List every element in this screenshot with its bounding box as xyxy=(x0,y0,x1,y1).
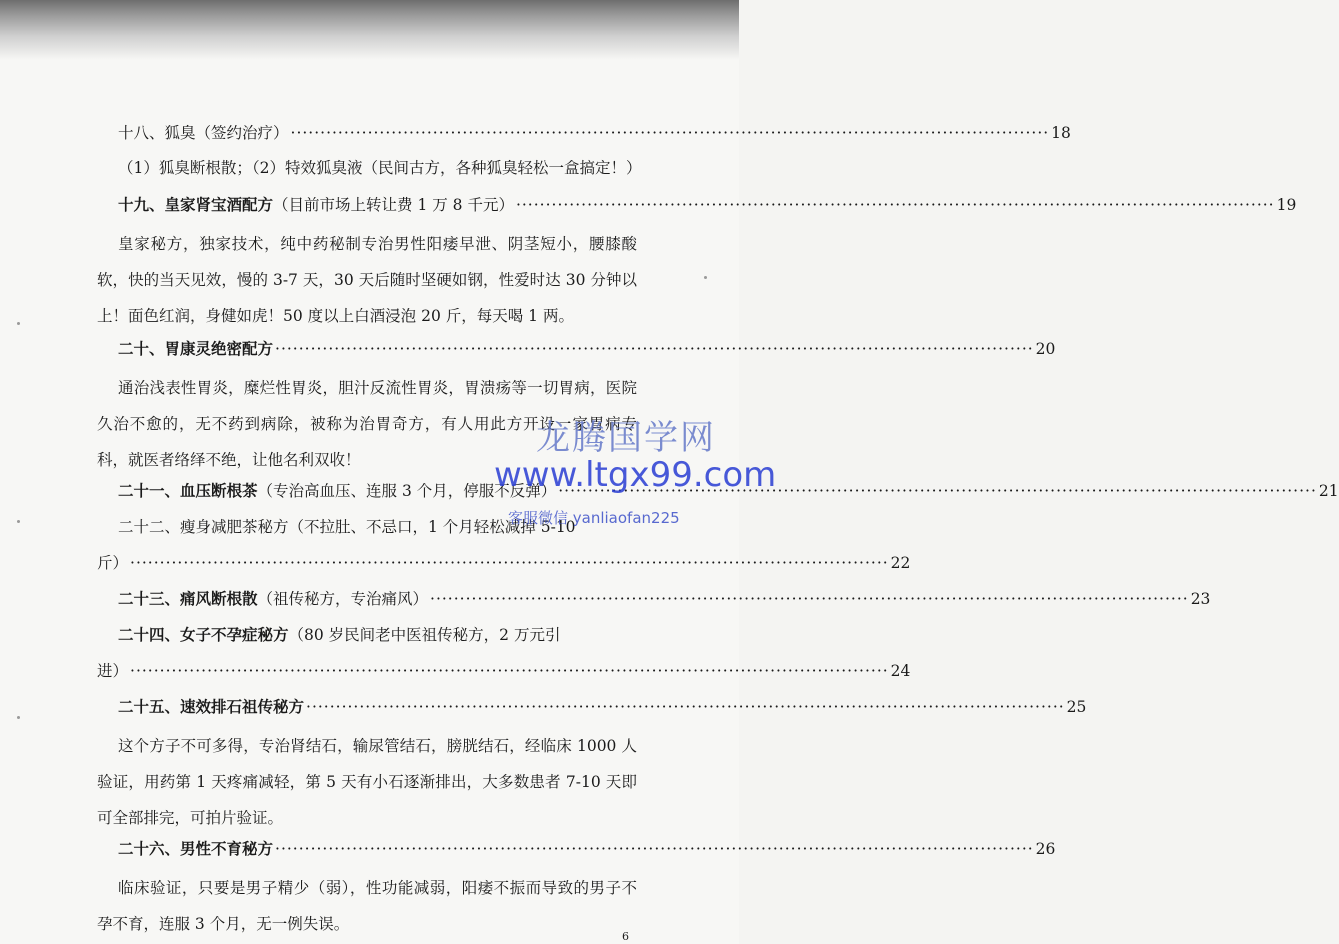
toc-entry-title-bold: 二十四、女子不孕症秘方 xyxy=(118,625,289,644)
watermark-contact: 客服微信 yanliaofan225 xyxy=(508,509,680,527)
scan-speck xyxy=(704,276,707,279)
watermark-site-name: 龙腾国学网 xyxy=(536,418,716,458)
toc-entry-title: 十八、狐臭（签约治疗） xyxy=(118,124,289,142)
toc-page-number: 21 xyxy=(1318,482,1339,500)
scan-top-shadow xyxy=(0,0,739,60)
paragraph-18: （1）狐臭断根散；（2）特效狐臭液（民间古方，各种狐臭轻松一盒搞定！） xyxy=(118,159,642,177)
toc-page-number: 24 xyxy=(890,662,911,680)
toc-entry-25 xyxy=(118,696,1087,718)
toc-entry-20 xyxy=(118,338,1056,360)
toc-leader-dots xyxy=(130,660,889,682)
toc-entry-26 xyxy=(118,838,1056,860)
toc-leader-dots xyxy=(130,552,889,574)
toc-leader-dots xyxy=(430,588,1189,610)
toc-entry-23 xyxy=(118,588,1211,610)
toc-page-number: 26 xyxy=(1035,840,1056,858)
toc-entry-title-bold: 二十五、速效排石祖传秘方 xyxy=(118,697,305,716)
toc-page-number: 23 xyxy=(1190,590,1211,608)
toc-entry-title: （专治高血压、连服 3 个月，停服不反弹） xyxy=(257,482,557,500)
toc-entry-title: （80 岁民间老中医祖传秘方，2 万元引 xyxy=(288,626,561,644)
toc-entry-18 xyxy=(118,122,1071,144)
page-number: 6 xyxy=(622,930,629,943)
toc-page-number: 25 xyxy=(1066,698,1087,716)
scan-speck xyxy=(17,716,20,719)
toc-entry-title-bold: 二十、胃康灵绝密配方 xyxy=(118,339,274,358)
toc-entry-title-bold: 十九、皇家肾宝酒配方 xyxy=(118,195,274,214)
toc-entry-title: （祖传秘方，专治痛风） xyxy=(257,590,429,608)
paragraph-26: 临床验证，只要是男子精少（弱），性功能减弱，阳痿不振而导致的男子不孕不育，连服 3 个月，无一例失误。 xyxy=(97,879,637,933)
toc-leader-dots xyxy=(516,194,1275,216)
toc-page-number: 19 xyxy=(1276,196,1297,214)
toc-leader-dots xyxy=(306,696,1065,718)
toc-entry-title-bold: 二十一、血压断根茶 xyxy=(118,481,258,500)
toc-page-number: 22 xyxy=(890,554,911,572)
paragraph-19: 皇家秘方，独家技术，纯中药秘制专治男性阳痿早泄、阴茎短小，腰膝酸软，快的当天见效，慢的 3-7 天，30 天后随时坚硬如钢，性爱时达 30 分钟以上！面色红润，身健如虎！50 度以上白酒浸泡 20 斤，每天喝 1 两。 xyxy=(97,235,637,325)
toc-entry-title: （目前市场上转让费 1 万 8 千元） xyxy=(273,196,514,214)
paragraph-20: 通治浅表性胃炎，糜烂性胃炎，胆汁反流性胃炎，胃溃疡等一切胃病，医院久治不愈的，无不药到病除，被称为治胃奇方，有人用此方开设一家胃病专科，就医者络绎不绝，让他名利双收！ xyxy=(97,379,637,469)
toc-entry-24 xyxy=(118,624,636,646)
watermark-url: www.ltgx99.com xyxy=(494,455,777,495)
scan-speck xyxy=(17,520,20,523)
toc-entry-title: 斤） xyxy=(97,554,129,572)
paragraph-25: 这个方子不可多得，专治肾结石，输尿管结石，膀胱结石，经临床 1000 人验证，用药第 1 天疼痛减轻，第 5 天有小石逐渐排出，大多数患者 7-10 天即可全部排完，可拍片验证。 xyxy=(97,737,637,827)
toc-entry-title-bold: 二十三、痛风断根散 xyxy=(118,589,258,608)
toc-entry-19 xyxy=(118,194,1297,216)
toc-entry-22-cont xyxy=(97,552,911,574)
toc-entry-title: 二十二、瘦身减肥茶秘方（不拉肚、不忌口，1 个月轻松减掉 5-10 xyxy=(118,518,576,536)
toc-entry-24-cont xyxy=(97,660,911,682)
scan-speck xyxy=(17,322,20,325)
toc-leader-dots xyxy=(275,838,1034,860)
toc-entry-title: 进） xyxy=(97,662,129,680)
toc-page-number: 18 xyxy=(1051,124,1071,142)
toc-leader-dots xyxy=(291,122,1050,144)
toc-leader-dots xyxy=(275,338,1034,360)
toc-page-number: 20 xyxy=(1035,340,1056,358)
toc-entry-title-bold: 二十六、男性不育秘方 xyxy=(118,839,274,858)
